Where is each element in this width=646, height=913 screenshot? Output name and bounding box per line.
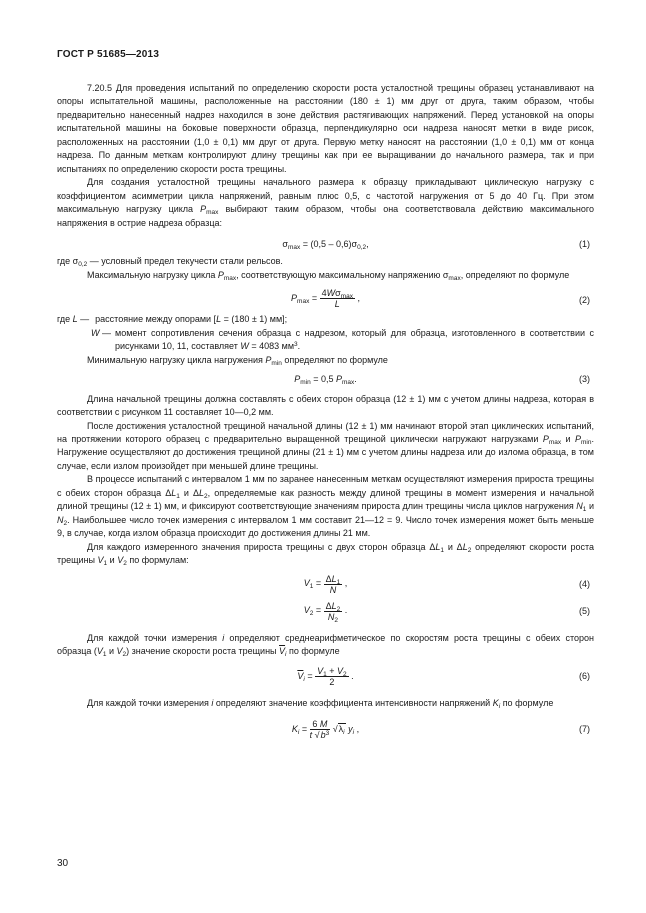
equation-number: (4) [579, 578, 590, 589]
equation-number: (7) [579, 723, 590, 734]
paragraph: Длина начальной трещины должна составлять с обеих сторон образца (12 ± 1) мм с учетом длины надреза, которая в соответствии с рисунком 11 составляет 10—0,2 мм. [57, 393, 594, 418]
document-body [57, 82, 594, 740]
equation-2: $P_{max}$ = $4W\sigma_{max}$ L , (2) [291, 288, 590, 310]
paragraph: Для каждой точки измерения i определяют среднеарифметическое по скоростям роста трещины с обеих сторон образца ($V_1$ и $V_2$) значение скорости роста трещины $\overline{V}_i$ по формуле [57, 632, 594, 658]
paragraph: Минимальную нагрузку цикла нагружения $P_{min}$ определяют по формуле [87, 354, 388, 367]
paragraph: В процессе испытаний с интервалом 1 мм по заранее нанесенным меткам осуществляют измерения прироста трещины с обеих сторон образца $\Delta L_1$ и $\Delta L_2$, определяемые как разность между длиной трещины в момент измерения и начальной длиной трещины (12 ± 1) мм, и фиксируют соответствующие значениям прироста длин трещины числа циклов нагружения $N_1$ и $N_2$. Наибольшее число точек измерения с интервалом 1 мм составит 21—12 = 9. Число точек измерения может быть меньше 9, в случае, когда излом образца происходит до достижения длины 21 мм. [57, 474, 594, 539]
page-header: ГОСТ Р 51685—2013 [57, 49, 160, 60]
paragraph: Для создания усталостной трещины начального размера к образцу прикладывают циклическую нагрузку с коэффициентом асимметрии цикла напряжений, равным плюс 0,5, с частотой нагружения от 5 до 40 Гц. При этом максимальную нагрузку цикла $P_{max}$ выбирают таким образом, чтобы она соответствовала действию максимального напряжения в острие надреза образца: [57, 177, 594, 228]
paragraph: Максимальную нагрузку цикла $P_{max}$, соответствующую максимальному напряжению $\sigma_{max}$, определяют по формуле [87, 269, 570, 282]
paragraph: Для каждой точки измерения i определяют значение коэффициента интенсивности напряжений $K_i$ по формуле [87, 698, 554, 711]
equation-number: (2) [579, 295, 590, 306]
definition-W: W — момент сопротивления сечения образца с надрезом, который для образца, изготовленного в соответствии с рисунками 10, 11, составляет W = 4083 $мм^3$. [90, 327, 594, 352]
equation-number: (6) [579, 671, 590, 682]
equation-5: $V_2$ = $\frac{\Delta L_2}{N_2}$ . (5) [303, 600, 590, 624]
page-number: 30 [57, 858, 69, 869]
paragraph: После достижения усталостной трещиной начальной длины (12 ± 1) мм начинают второй этап циклических испытаний, на протяжении которого образец с предварительно выращенной трещиной циклически нагружают нагрузками $P_{max}$ и $P_{min}$. Нагружение осуществляют до достижения трещиной длины (21 ± 1) мм с учетом длины надреза или до излома образца, в том случае, если излом произойдет при меньшей длине трещины. [57, 420, 595, 471]
equation-1: $\sigma_{max} = (0,5 - 0,6)\sigma_{0,2}$, (1) [282, 238, 590, 251]
equation-number: (1) [579, 238, 590, 249]
equation-number: (3) [579, 374, 590, 385]
equation-4: $V_1$ = $\frac{\Delta L_1}{N}$ , (4) [303, 573, 590, 595]
paragraph: Для каждого измеренного значения прироста трещины с двух сторон образца $\Delta L_1$ и $\Delta L_2$ определяют скорости роста трещины $V_1$ и $V_2$ по формулам: [57, 541, 594, 568]
paragraph: 7.20.5 Для проведения испытаний по определению скорости роста усталостной трещины образец устанавливают на опоры испытательной машины, расположенные на расстоянии (180 ± 1) мм друг от друга, таким образом, чтобы предварительно нанесенный надрез находился в зоне действия растягивающих напряжений. Перед установкой на опоры испытательной машины на боковые поверхности образца, перпендикулярно оси надреза наносят метки в виде рисок, расположенных на расстоянии (1,0 ± 0,1) мм друг от друга. Первую метку наносят на расстоянии (1,0 ± 0,1) мм от конца надреза. По данным меткам контролируют длину трещины как при ее выращивании до начального размера, так и при испытаниях по определению скорости роста трещины. [57, 83, 594, 174]
equation-number: (5) [579, 605, 590, 616]
definition-L: где L — расстояние между опорами [L = (180 ± 1) мм]; [57, 314, 288, 325]
equation-7: $K_i$ = $\frac{6 M}{t √b^3}$ $√\lambda_i$ $y_i$ , (7) [291, 718, 590, 740]
paragraph: где $\sigma_{0,2}$ — условный предел текучести стали рельсов. [57, 256, 283, 269]
equation-6: $\overline{V}_i$ = $\frac{V_1 + V_2}{2}$ . (6) [297, 666, 590, 688]
equation-3: $P_{min} = 0,5$ $P_{max}$. (3) [294, 374, 590, 387]
